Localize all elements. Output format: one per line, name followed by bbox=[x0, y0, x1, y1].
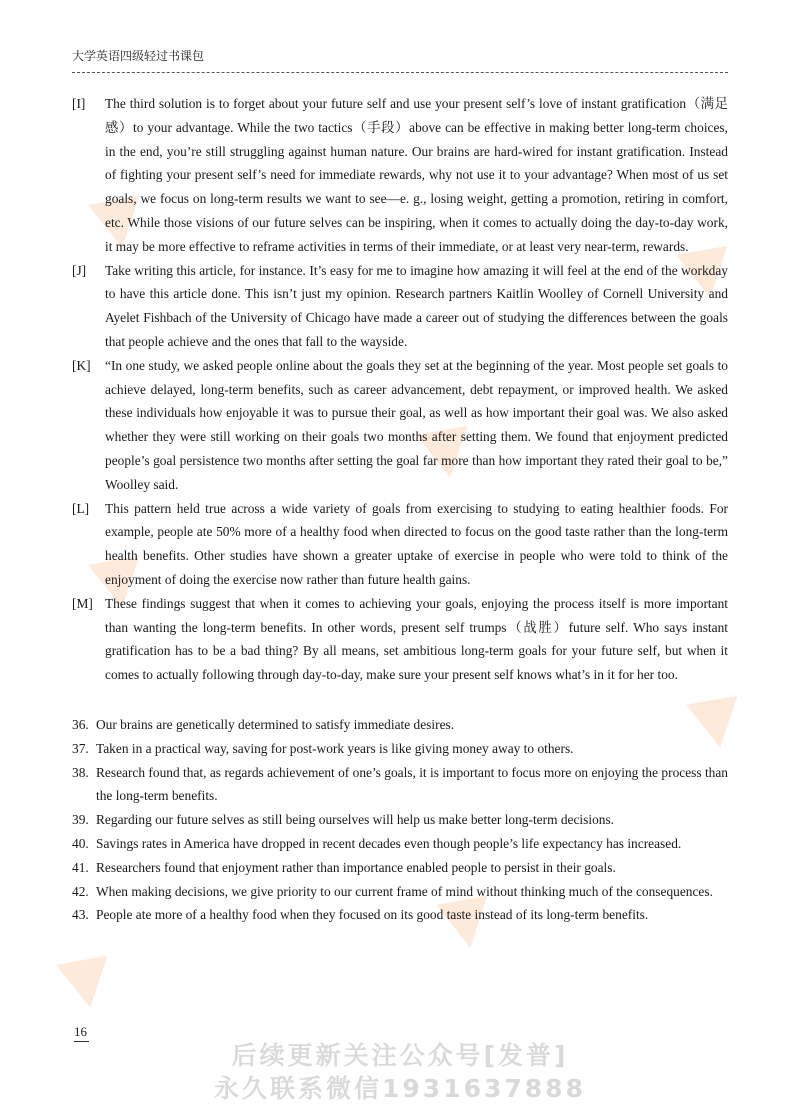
question-item bbox=[72, 903, 728, 927]
watermark-chevron-icon bbox=[56, 956, 116, 1012]
question-item bbox=[72, 880, 728, 904]
paragraph-text: This pattern held true across a wide variety of goals from exercising to studying to eating healthier foods. For example, people ate 50% more of a healthy food when directed to focus on the good taste rather than the long-term health benefits. Other studies have shown a greater uptake of exercise in people who were told to think of the enjoyment of doing the exercise now rather than future health gains. bbox=[105, 500, 728, 587]
passage-paragraph-l bbox=[72, 497, 728, 592]
question-item bbox=[72, 713, 728, 737]
paragraph-text: Take writing this article, for instance. It’s easy for me to imagine how amazing it will feel at the end of the workday to have this article done. This isn’t just my opinion. Research partners Kaitlin Woolley of Cornell University and Ayelet Fishbach of the University of Chicago have made a career out of studying the differences between the goals that people achieve and the ones that fall to the wayside. bbox=[105, 262, 728, 349]
paragraph-text: “In one study, we asked people online about the goals they set at the beginning of the year. Most people set goals to achieve delayed, long-term benefits, such as career advancement, debt repayment, or improved health. We asked these individuals how enjoyable it was to pursue their goal, as well as how important their goal was. We also asked whether they were still working on their goals two months after setting them. We found that enjoyment predicted people’s goal persistence two months after setting the goal far more than how important they rated their goal to be,” Woolley said. bbox=[105, 357, 728, 492]
question-text: Regarding our future selves as still being ourselves will help us make better long-term decisions. bbox=[96, 812, 615, 828]
question-text: Researchers found that enjoyment rather than importance enabled people to persist in their goals. bbox=[96, 859, 616, 875]
page-header bbox=[72, 47, 728, 64]
paragraph-text: The third solution is to forget about your future self and use your present self’s love of instant gratification（满足感）to your advantage. While the two tactics（手段）above can be effective in making better long-term choices, in the end, you’re still struggling against human nature. Our brains are hard-wired for instant gratification. Instead of fighting your present self’s need for immediate rewards, why not use it to your advantage? When most of us set goals, we focus on long-term results we want to see—e. g., losing weight, getting a promotion, retiring in comfort, etc. While those visions of our future selves can be inspiring, when it comes to actually doing the day-to-day work, it may be more effective to reframe activities in terms of their immediate, or at least very near-term, rewards. bbox=[105, 96, 728, 254]
question-item bbox=[72, 761, 728, 809]
question-item bbox=[72, 808, 728, 832]
question-text: Research found that, as regards achievement of one’s goals, it is important to focus more on enjoying the process than the long-term benefits. bbox=[96, 764, 728, 804]
paragraph-text: These findings suggest that when it comes to achieving your goals, enjoying the process itself is more important than wanting the long-term benefits. In other words, present self trumps（战胜）future self. Who says instant gratification has to be a bad thing? By all means, set ambitious long-term goals for your future self, but when it comes to actually following through day-to-day, make sure your present self knows what’s in it for her too. bbox=[105, 595, 728, 683]
question-text: Taken in a practical way, saving for post-work years is like giving money away to others. bbox=[96, 740, 574, 756]
question-number: 36. bbox=[72, 716, 89, 732]
paragraph-label: [I] bbox=[72, 96, 86, 111]
paragraph-label: [K] bbox=[72, 357, 91, 373]
question-number: 41. bbox=[72, 859, 89, 875]
page-number: 16 bbox=[74, 1024, 89, 1042]
header-divider bbox=[72, 72, 728, 73]
main-content bbox=[72, 92, 728, 927]
question-number: 42. bbox=[72, 883, 89, 899]
header-title: 大学英语四级轻过书课包 bbox=[72, 49, 205, 63]
question-number: 43. bbox=[72, 907, 89, 923]
promo-watermark-line-2: 永久联系微信1931637888 bbox=[214, 1074, 586, 1103]
promo-watermark-line-1: 后续更新关注公众号[发普] bbox=[231, 1041, 569, 1070]
paragraph-label: [J] bbox=[72, 262, 87, 278]
question-text: When making decisions, we give priority to our current frame of mind without thinking much of the consequences. bbox=[96, 883, 713, 899]
question-item bbox=[72, 832, 728, 856]
question-item bbox=[72, 856, 728, 880]
passage-paragraph-i bbox=[72, 92, 728, 259]
paragraph-label: [L] bbox=[72, 500, 90, 516]
paragraph-label: [M] bbox=[72, 595, 93, 611]
question-number: 39. bbox=[72, 812, 89, 828]
passage-paragraph-j bbox=[72, 259, 728, 354]
passage-paragraph-k bbox=[72, 354, 728, 497]
question-text: Savings rates in America have dropped in recent decades even though people’s life expectancy has increased. bbox=[96, 835, 682, 851]
question-text: Our brains are genetically determined to satisfy immediate desires. bbox=[96, 716, 455, 732]
question-number: 38. bbox=[72, 764, 89, 780]
question-item bbox=[72, 737, 728, 761]
question-number: 37. bbox=[72, 740, 89, 756]
section-gap bbox=[72, 687, 728, 713]
question-text: People ate more of a healthy food when they focused on its good taste instead of its long-term benefits. bbox=[96, 907, 649, 923]
passage-paragraph-m bbox=[72, 592, 728, 687]
question-number: 40. bbox=[72, 835, 89, 851]
